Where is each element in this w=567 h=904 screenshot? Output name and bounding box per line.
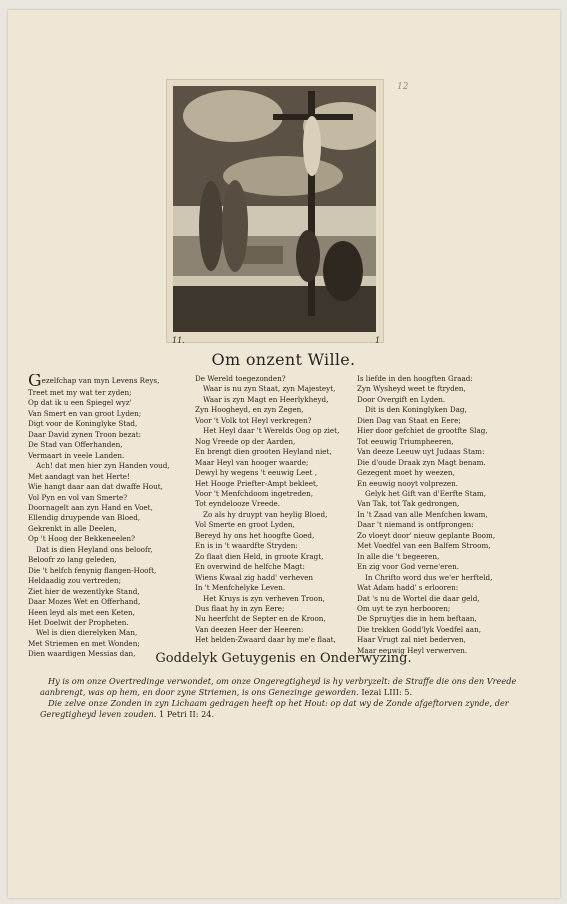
verse-text: Die trekken Godd'lyk Voedfel aan, bbox=[357, 624, 481, 634]
verse-text: Wat Adam hadd' s erlooren: bbox=[357, 583, 459, 593]
verse-line bbox=[195, 625, 360, 635]
passage-text: Die zelve onze Zonden in zyn Lichaam gedragen heeft op het Hout: op dat wy de Zonde afgeftorven zynde, der Geregtigheyd leven zouden. bbox=[40, 698, 509, 719]
verse-line bbox=[28, 472, 193, 482]
verse-text: De Wereld toegezonden? bbox=[195, 374, 286, 383]
verse-line bbox=[357, 458, 522, 468]
verse-line bbox=[195, 426, 360, 436]
verse-text: Waar is nu zyn Staat, zyn Majesteyt, bbox=[203, 384, 336, 394]
verse-line bbox=[195, 458, 360, 468]
scripture-passage-2 bbox=[40, 698, 520, 719]
verse-line bbox=[28, 545, 193, 555]
verse-line bbox=[28, 493, 193, 503]
verse-text: Gezegent moet hy weezen, bbox=[357, 468, 455, 478]
verse-text: Wel is dien dierelyken Man, bbox=[36, 628, 138, 638]
verse-text: In 't Zaad van alle Menfchen kwam, bbox=[357, 509, 488, 519]
verse-text: Door Overgift en Lyden. bbox=[357, 394, 446, 404]
verse-line bbox=[195, 384, 360, 394]
drop-cap: G bbox=[28, 374, 42, 388]
verse-line bbox=[195, 374, 360, 384]
verse-text: Het Doelwit der Propheten. bbox=[28, 617, 129, 627]
verse-text: Hier door gefchiet de grootfte Slag, bbox=[357, 426, 488, 436]
verse-line bbox=[357, 573, 522, 583]
verse-line bbox=[195, 447, 360, 457]
verse-line bbox=[357, 625, 522, 635]
verse-text: Ziet hier de wezentlyke Stand, bbox=[28, 586, 140, 596]
verse-text: Vol Smerte en groot Lyden, bbox=[195, 520, 295, 530]
verse-line bbox=[195, 531, 360, 541]
verse-text: Zo vloeyt door' nieuw geplante Boom, bbox=[357, 530, 496, 540]
verse-line bbox=[28, 374, 193, 388]
verse-text: Het Heyl daar 't Werelds Oog op ziet, bbox=[203, 426, 340, 436]
passage-text: Hy is om onze Overtredinge verwondet, om onze Ongeregtigheyd is hy verbryzelt: de Straffe die ons den Vreede aanbrengt, was op hem, en door zyne Striemen, is ons Genezinge geworden. bbox=[40, 676, 517, 697]
verse-line bbox=[357, 541, 522, 551]
verse-column-2 bbox=[195, 374, 360, 646]
verse-text: Op 't Hoog der Bekkeneelen? bbox=[28, 534, 135, 544]
verse-line bbox=[195, 573, 360, 583]
verse-line bbox=[357, 374, 522, 384]
verse-text: En is in 't waardfte Stryden: bbox=[195, 541, 298, 551]
verse-line bbox=[195, 499, 360, 509]
verse-line bbox=[28, 440, 193, 450]
verse-text: Dewyl hy wegens 't eeuwig Leet , bbox=[195, 468, 318, 478]
verse-line bbox=[28, 639, 193, 649]
verse-text: Met aandagt van het Herte! bbox=[28, 471, 130, 481]
verse-text: Doornagelt aan zyn Hand en Voet, bbox=[28, 502, 153, 512]
verse-line bbox=[195, 520, 360, 530]
verse-text: ezelfchap van myn Levens Reys, bbox=[41, 376, 160, 385]
verse-text: In Chrifto word dus we'er herfteld, bbox=[365, 572, 493, 582]
verse-text: Dus flaat hy in zyn Eere; bbox=[195, 603, 285, 613]
verse-line bbox=[195, 635, 360, 645]
verse-text: Bereyd hy ons het hoogfte Goed, bbox=[195, 530, 315, 540]
verse-text: Om uyt te zyn herbooren; bbox=[357, 603, 451, 613]
verse-line bbox=[357, 468, 522, 478]
verse-line bbox=[28, 513, 193, 523]
verse-line bbox=[28, 608, 193, 618]
verse-line bbox=[357, 510, 522, 520]
verse-text: Die 't helfch fenynig flangen-Hooft, bbox=[28, 565, 157, 575]
verse-line bbox=[28, 419, 193, 429]
verse-text: Nog Vreede op der Aarden, bbox=[195, 436, 296, 446]
verse-line bbox=[195, 489, 360, 499]
verse-line bbox=[195, 479, 360, 489]
verse-text: Wie hangt daar aan dat dwaffe Hout, bbox=[28, 482, 163, 492]
verse-line bbox=[195, 604, 360, 614]
verse-text: Met Voedfel van een Balfem Stroom, bbox=[357, 541, 491, 551]
verse-text: In 't Menfchelyke Leven. bbox=[195, 583, 286, 593]
verse-text: Vol Pyn en vol van Smerte? bbox=[28, 492, 128, 502]
verse-text: Haar Vrugt zal niet bederven, bbox=[357, 635, 466, 645]
verse-text: Gekrenkt in alle Deelen, bbox=[28, 523, 117, 533]
verse-line bbox=[195, 562, 360, 572]
verse-text: Treet met my wat ter zyden; bbox=[28, 388, 132, 397]
verse-text: Voor 't Menfchdoom ingetreden, bbox=[195, 488, 314, 498]
verse-text: Van deeze Leeuw uyt Judaas Stam: bbox=[357, 447, 485, 457]
verse-text: Tot eeuwig Triumpheeren, bbox=[357, 436, 454, 446]
verse-line bbox=[195, 594, 360, 604]
verse-text: Van Tak, tot Tak gedrongen, bbox=[357, 499, 460, 509]
verse-text: In alle die 't begeeren, bbox=[357, 551, 440, 561]
verse-text: Gelyk het Gift van d'Eerfte Stam, bbox=[365, 488, 486, 498]
passage-reference: 1 Petri II: 24. bbox=[159, 708, 215, 719]
verse-text: Heen leyd als met een Keten, bbox=[28, 607, 135, 617]
verse-text: Van deezen Heer der Heeren: bbox=[195, 624, 304, 634]
verse-text: Tot eyndelooze Vreede. bbox=[195, 499, 281, 509]
verse-text: Die d'oude Draak zyn Magt benam. bbox=[357, 457, 486, 467]
verse-line bbox=[28, 566, 193, 576]
verse-line bbox=[28, 534, 193, 544]
verse-line bbox=[357, 520, 522, 530]
verse-text: Nu heerfcht de Septer en de Kroon, bbox=[195, 614, 326, 624]
verse-text: Van Smert en van groot Lyden; bbox=[28, 408, 142, 418]
verse-column-3 bbox=[357, 374, 522, 656]
pencil-note: 12 bbox=[397, 82, 409, 92]
verse-line bbox=[357, 416, 522, 426]
verse-line bbox=[357, 437, 522, 447]
verse-line bbox=[195, 614, 360, 624]
page-title: Om onzent Wille. bbox=[211, 350, 356, 369]
verse-text: Dien waardigen Messias dan, bbox=[28, 649, 136, 659]
verse-text: Daar Mozes Wet en Offerhand, bbox=[28, 597, 141, 607]
plate-mark: 1 bbox=[375, 336, 381, 345]
verse-text: Het helden-Zwaard daar hy me'e flaat, bbox=[195, 635, 336, 645]
verse-line bbox=[28, 587, 193, 597]
verse-text: Wiens Kwaal zig hadd' verheven bbox=[195, 572, 314, 582]
verse-line bbox=[28, 461, 193, 471]
verse-line bbox=[28, 388, 193, 398]
verse-line bbox=[28, 430, 193, 440]
verse-line bbox=[195, 541, 360, 551]
verse-line bbox=[357, 594, 522, 604]
verse-text: Zyn Hoogheyd, en zyn Zegen, bbox=[195, 405, 304, 415]
verse-line bbox=[28, 398, 193, 408]
verse-line bbox=[28, 576, 193, 586]
verse-line bbox=[28, 597, 193, 607]
verse-line bbox=[28, 482, 193, 492]
verse-line bbox=[357, 384, 522, 394]
verse-line bbox=[357, 552, 522, 562]
verse-text: En zig voor God verne'eren. bbox=[357, 562, 459, 572]
verse-text: Ach! dat men hier zyn Handen voud, bbox=[36, 461, 170, 471]
verse-line bbox=[357, 635, 522, 645]
verse-line bbox=[195, 437, 360, 447]
verse-text: Is liefde in den hoogften Graad: bbox=[357, 374, 473, 383]
verse-text: De Stad van Offerhanden, bbox=[28, 440, 123, 450]
verse-text: Daar 't niemand is ontfprongen: bbox=[357, 520, 474, 530]
verse-line bbox=[357, 583, 522, 593]
verse-line bbox=[28, 618, 193, 628]
verse-text: Het Hooge Priefter-Ampt bekleet, bbox=[195, 478, 319, 488]
verse-text: Digt voor de Koninglyke Stad, bbox=[28, 419, 138, 429]
verse-text: Daar David zynen Troon bezat: bbox=[28, 429, 142, 439]
plate-number: 11. bbox=[172, 336, 185, 345]
verse-line bbox=[357, 405, 522, 415]
verse-text: Dat 's nu de Wortel die daar geld, bbox=[357, 593, 480, 603]
verse-text: Zo flaat dien Held, in groote Kragt, bbox=[195, 551, 324, 561]
verse-text: Het Kruys is zyn verheven Troon, bbox=[203, 593, 325, 603]
verse-line bbox=[195, 583, 360, 593]
section-heading: Goddelyk Getuygenis en Onderwyzing. bbox=[155, 651, 412, 666]
verse-line bbox=[357, 499, 522, 509]
verse-line bbox=[357, 531, 522, 541]
verse-text: En overwind de helfche Magt: bbox=[195, 562, 305, 572]
verse-line bbox=[28, 503, 193, 513]
verse-text: Heldaadig zou vertreden; bbox=[28, 576, 122, 586]
verse-line bbox=[195, 510, 360, 520]
verse-line bbox=[357, 604, 522, 614]
verse-column-1 bbox=[28, 374, 193, 660]
verse-line bbox=[357, 614, 522, 624]
passage-reference: Iezai LIII: 5. bbox=[361, 686, 413, 697]
scripture-passage-1 bbox=[40, 676, 520, 697]
verse-line bbox=[357, 489, 522, 499]
verse-text: Dien Dag van Staat en Eere; bbox=[357, 415, 461, 425]
verse-text: Beloofr zo lang geleden, bbox=[28, 555, 117, 565]
verse-text: En eeuwig nooyt volprezen. bbox=[357, 478, 459, 488]
verse-text: Op dat ik u een Spiegel wyz' bbox=[28, 398, 132, 408]
verse-text: Dat is dien Heyland ons beloofr, bbox=[36, 544, 153, 554]
verse-text: Zo als hy druypt van heylig Bloed, bbox=[203, 509, 328, 519]
verse-text: Vermaart in veele Landen. bbox=[28, 450, 125, 460]
verse-line bbox=[195, 552, 360, 562]
verse-line bbox=[28, 628, 193, 638]
verse-line bbox=[357, 562, 522, 572]
verse-line bbox=[357, 447, 522, 457]
verse-line bbox=[195, 416, 360, 426]
verse-line bbox=[28, 524, 193, 534]
verse-text: Maar Heyl van hooger waarde; bbox=[195, 457, 309, 467]
verse-line bbox=[28, 451, 193, 461]
verse-line bbox=[195, 468, 360, 478]
verse-text: Zyn Wysheyd weet te ftryden, bbox=[357, 384, 466, 394]
verse-text: Maar eeuwig Heyl verwerven. bbox=[357, 645, 468, 655]
verse-line bbox=[357, 426, 522, 436]
verse-line bbox=[28, 409, 193, 419]
verse-line bbox=[28, 555, 193, 565]
crucifixion-engraving bbox=[173, 86, 376, 332]
verse-line bbox=[195, 395, 360, 405]
verse-text: Voor 't Volk tot Heyl verkregen? bbox=[195, 415, 312, 425]
verse-line bbox=[357, 395, 522, 405]
verse-line bbox=[195, 405, 360, 415]
verse-text: Met Striemen en met Wonden; bbox=[28, 638, 140, 648]
verse-text: Ellendig druypende van Bloed, bbox=[28, 513, 141, 523]
verse-text: Dit is den Koninglyken Dag, bbox=[365, 405, 467, 415]
verse-text: En brengt dien grooten Heyland niet, bbox=[195, 447, 332, 457]
verse-text: Waar is zyn Magt en Heerlykheyd, bbox=[203, 394, 329, 404]
verse-text: De Spruytjes die in hem beftaan, bbox=[357, 614, 477, 624]
verse-line bbox=[357, 479, 522, 489]
